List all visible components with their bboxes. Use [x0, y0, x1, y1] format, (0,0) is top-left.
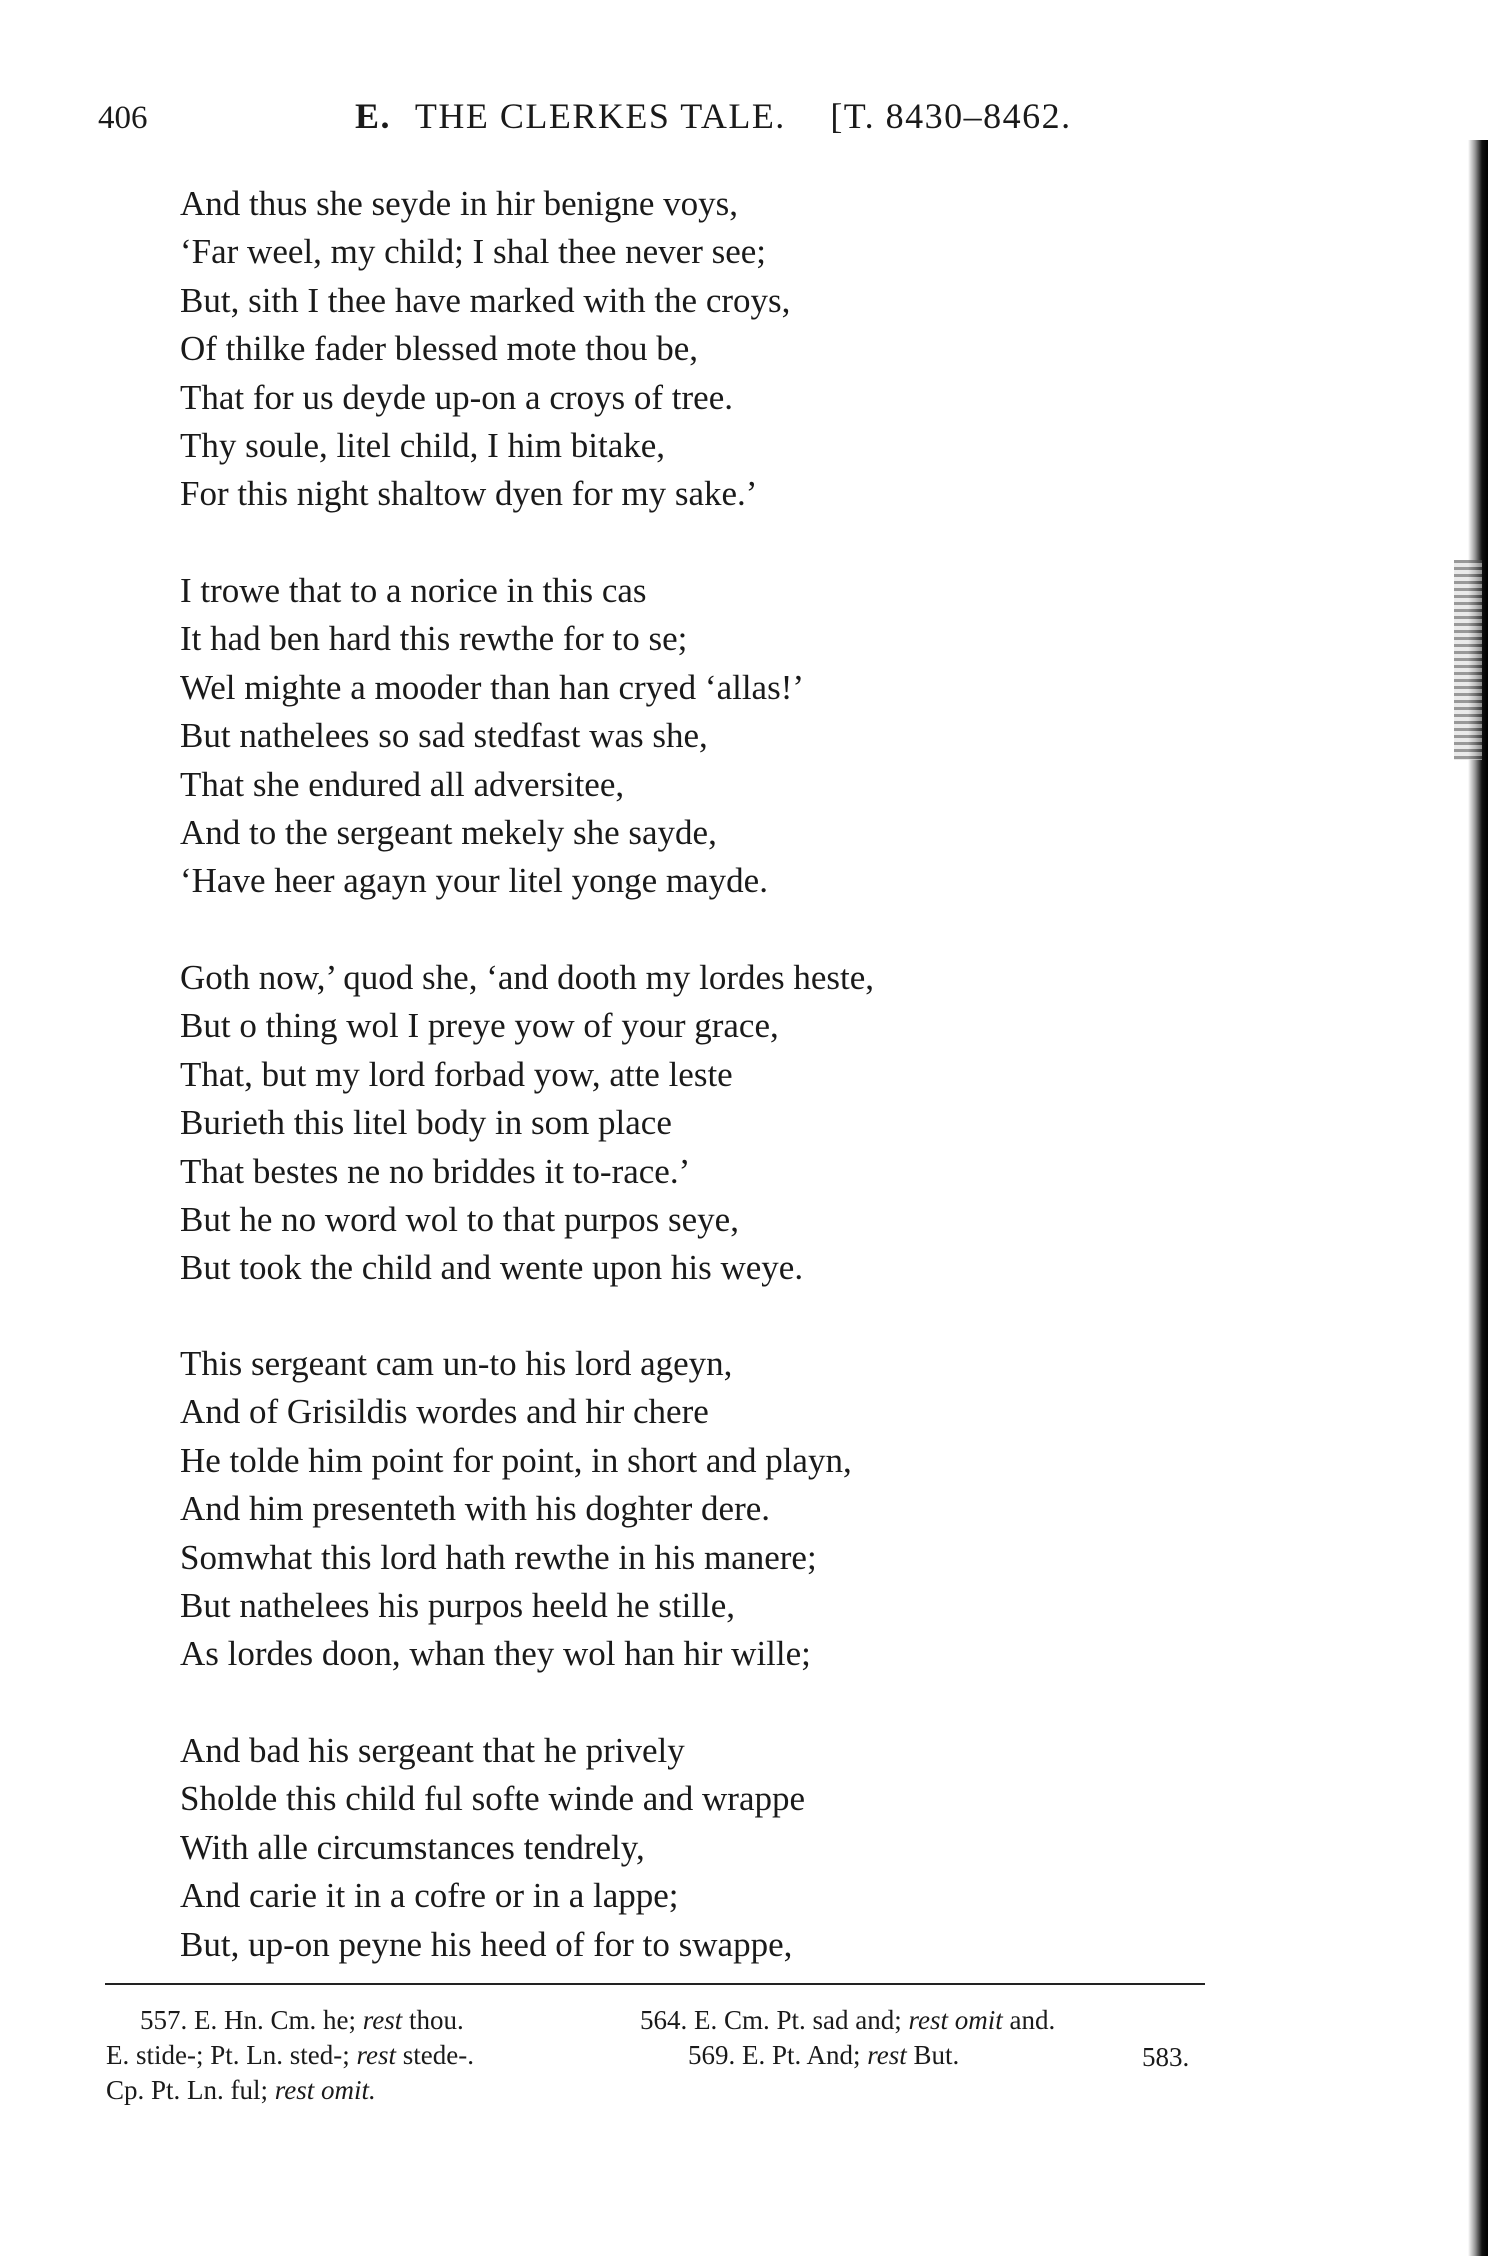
verse-line: Of thilke fader blessed mote thou be,: [180, 329, 699, 369]
verse-line: But o thing wol I preye yow of your grace,: [180, 1006, 779, 1046]
verse-line: ‘Far weel, my child; I shal thee never see;: [180, 232, 767, 272]
verse-line: Somwhat this lord hath rewthe in his manere;: [180, 1537, 817, 1577]
footnote-557: [140, 2005, 464, 2036]
footnote-italic: rest omit.: [274, 2075, 376, 2105]
verse-line: Thy soule, litel child, I him bitake,: [180, 426, 666, 465]
footnote-text: and.: [1009, 2005, 1056, 2035]
footnote-text: thou.: [409, 2005, 464, 2035]
verse-line: Sholde this child ful softe winde and wrappe: [180, 1779, 806, 1819]
verse-line: But he no word wol to that purpos seye,: [180, 1200, 739, 1239]
verse-line: Goth now,’ quod she, ‘and dooth my lordes heste,: [180, 958, 875, 997]
verse-line: With alle circumstances tendrely,: [180, 1827, 645, 1867]
verse-line: And of Grisildis wordes and hir chere: [180, 1392, 709, 1432]
verse-line: I trowe that to a norice in this cas: [180, 571, 647, 610]
running-title: THE CLERKES TALE.: [414, 96, 786, 136]
footnote-italic: rest: [362, 2005, 403, 2035]
footnote-text: E. stide-; Pt. Ln. sted-;: [106, 2040, 350, 2070]
section-letter: E.: [355, 96, 392, 136]
verse-line: It had ben hard this rewthe for to se;: [180, 619, 688, 659]
verse-line: That bestes ne no briddes it to-race.’: [180, 1151, 691, 1191]
verse-line: ‘Have heer agayn your litel yonge mayde.: [180, 861, 768, 901]
verse-line: But nathelees so sad stedfast was she,: [180, 716, 708, 756]
verse-line: He tolde him point for point, in short and playn,: [180, 1440, 852, 1480]
verse-line: But took the child and wente upon his weye.: [180, 1248, 804, 1288]
footnote-rule: [105, 1983, 1205, 1985]
verse-line: And him presenteth with his doghter dere.: [180, 1489, 771, 1529]
verse-line: That for us deyde up-on a croys of tree.: [180, 377, 733, 417]
footnote-583: [1142, 2042, 1189, 2073]
verse-line: As lordes doon, whan they wol han hir wille;: [180, 1634, 811, 1674]
verse-line: And bad his sergeant that he prively: [180, 1731, 685, 1770]
footnote-italic: rest: [356, 2040, 396, 2070]
footnote-564-continued: [106, 2040, 474, 2071]
verse-line: But, sith I thee have marked with the croys,: [180, 280, 791, 320]
footnote-569: [688, 2040, 959, 2071]
footnote-text: 557. E. Hn. Cm. he;: [140, 2005, 356, 2035]
page-number: 406: [98, 100, 148, 136]
verse-line: That she endured all adversitee,: [180, 764, 625, 804]
verse-line: This sergeant cam un-to his lord ageyn,: [180, 1344, 733, 1383]
footnote-italic: rest omit: [908, 2005, 1003, 2035]
verse-line: And to the sergeant mekely she sayde,: [180, 813, 717, 852]
verse-line: Burieth this litel body in som place: [180, 1103, 672, 1143]
footnote-text: Cp. Pt. Ln. ful;: [106, 2075, 269, 2105]
footnote-text: stede-.: [402, 2040, 474, 2070]
verse-line: But nathelees his purpos heeld he stille,: [180, 1586, 736, 1625]
binding-speck: [1454, 560, 1482, 760]
verse-line: And carie it in a cofre or in a lappe;: [180, 1876, 679, 1916]
footnote-text: 583.: [1142, 2042, 1190, 2072]
running-head: [355, 95, 1072, 137]
verse-line: That, but my lord forbad yow, atte leste: [180, 1054, 733, 1094]
verse-line: Wel mighte a mooder than han cryed ‘allas!’: [180, 667, 805, 707]
verse-line: And thus she seyde in hir benigne voys,: [180, 184, 738, 223]
verse-line: For this night shaltow dyen for my sake.’: [180, 474, 758, 514]
binding-shadow: [1468, 140, 1488, 2256]
footnote-text: 569. E. Pt. And;: [688, 2040, 861, 2070]
footnote-583-continued: [106, 2075, 376, 2106]
footnote-text: 564. E. Cm. Pt. sad and;: [640, 2005, 902, 2035]
line-reference: [T. 8430–8462.: [830, 96, 1072, 136]
verse-line: But, up-on peyne his heed of for to swappe,: [180, 1924, 793, 1964]
footnote-italic: rest: [867, 2040, 907, 2070]
footnote-564: [640, 2005, 1055, 2036]
footnote-text: But.: [913, 2040, 960, 2070]
